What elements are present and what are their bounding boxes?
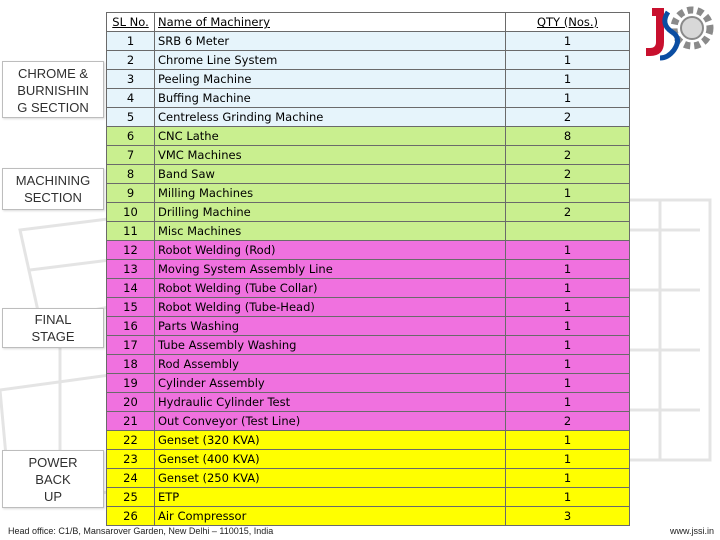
table-row [107,374,630,393]
table-row [107,279,630,298]
table-row [107,203,630,222]
machinery-table [106,12,630,526]
cell-qty: 1 [506,488,630,507]
footer-address: Head office: C1/B, Mansarover Garden, New Delhi – 110015, India [8,526,274,536]
cell-machinery-name: Rod Assembly [155,355,506,374]
cell-qty: 1 [506,184,630,203]
cell-qty: 1 [506,32,630,51]
section-label-chrome-burnishing [2,61,104,118]
section-label-line: STAGE [31,329,75,344]
cell-sl-no: 7 [107,146,155,165]
cell-machinery-name: SRB 6 Meter [155,32,506,51]
cell-sl-no: 23 [107,450,155,469]
cell-sl-no: 1 [107,32,155,51]
cell-machinery-name: Hydraulic Cylinder Test [155,393,506,412]
cell-qty: 1 [506,431,630,450]
cell-sl-no: 18 [107,355,155,374]
cell-machinery-name: Drilling Machine [155,203,506,222]
cell-sl-no: 15 [107,298,155,317]
cell-qty: 2 [506,203,630,222]
cell-qty: 1 [506,469,630,488]
table-row [107,89,630,108]
table-row [107,336,630,355]
table-row [107,317,630,336]
cell-qty: 1 [506,336,630,355]
table-row [107,70,630,89]
cell-sl-no: 8 [107,165,155,184]
cell-qty: 1 [506,241,630,260]
cell-qty: 1 [506,450,630,469]
cell-qty: 2 [506,412,630,431]
cell-machinery-name: Chrome Line System [155,51,506,70]
table-row [107,184,630,203]
table-row [107,450,630,469]
section-label-line: BURNISHIN [17,83,89,98]
cell-machinery-name: CNC Lathe [155,127,506,146]
section-label-line: UP [43,489,63,504]
footer-website: www.jssi.in [669,526,714,536]
cell-qty: 1 [506,393,630,412]
cell-sl-no: 11 [107,222,155,241]
table-row [107,431,630,450]
cell-qty: 1 [506,260,630,279]
cell-qty: 1 [506,279,630,298]
section-label-line: MACHINING [15,173,91,188]
section-label-line: BACK [35,472,71,487]
cell-machinery-name: Band Saw [155,165,506,184]
table-row [107,412,630,431]
cell-machinery-name: VMC Machines [155,146,506,165]
cell-sl-no: 13 [107,260,155,279]
cell-machinery-name: Moving System Assembly Line [155,260,506,279]
table-row [107,298,630,317]
table-row [107,146,630,165]
header-qty: QTY (Nos.) [506,13,630,32]
cell-qty: 2 [506,146,630,165]
cell-machinery-name: Misc Machines [155,222,506,241]
cell-machinery-name: Milling Machines [155,184,506,203]
cell-qty: 1 [506,89,630,108]
cell-sl-no: 3 [107,70,155,89]
table-row [107,260,630,279]
section-label-line: G SECTION [17,100,89,115]
table-row [107,507,630,526]
cell-machinery-name: Robot Welding (Tube Collar) [155,279,506,298]
table-row [107,127,630,146]
cell-qty: 1 [506,51,630,70]
cell-machinery-name: Robot Welding (Tube-Head) [155,298,506,317]
table-row [107,222,630,241]
cell-sl-no: 10 [107,203,155,222]
cell-sl-no: 24 [107,469,155,488]
cell-machinery-name: Centreless Grinding Machine [155,108,506,127]
table-row [107,241,630,260]
cell-qty: 1 [506,298,630,317]
section-label-line: POWER [28,455,78,470]
table-row [107,32,630,51]
table-body [107,32,630,526]
table-row [107,393,630,412]
header-machinery-name: Name of Machinery [155,13,506,32]
cell-sl-no: 20 [107,393,155,412]
cell-qty [506,222,630,241]
cell-sl-no: 22 [107,431,155,450]
cell-machinery-name: Genset (320 KVA) [155,431,506,450]
cell-sl-no: 25 [107,488,155,507]
cell-sl-no: 12 [107,241,155,260]
cell-machinery-name: Genset (250 KVA) [155,469,506,488]
cell-sl-no: 17 [107,336,155,355]
cell-qty: 1 [506,355,630,374]
cell-machinery-name: Air Compressor [155,507,506,526]
table-row [107,469,630,488]
cell-sl-no: 21 [107,412,155,431]
cell-machinery-name: Robot Welding (Rod) [155,241,506,260]
table-row [107,165,630,184]
cell-machinery-name: Genset (400 KVA) [155,450,506,469]
table-row [107,51,630,70]
cell-qty: 1 [506,317,630,336]
cell-sl-no: 2 [107,51,155,70]
cell-sl-no: 26 [107,507,155,526]
header-sl-no: SL No. [107,13,155,32]
cell-sl-no: 5 [107,108,155,127]
cell-qty: 8 [506,127,630,146]
cell-qty: 1 [506,70,630,89]
cell-sl-no: 4 [107,89,155,108]
section-label-machining [2,168,104,210]
table-row [107,108,630,127]
cell-machinery-name: Buffing Machine [155,89,506,108]
cell-sl-no: 16 [107,317,155,336]
table-row [107,355,630,374]
cell-machinery-name: Out Conveyor (Test Line) [155,412,506,431]
cell-sl-no: 14 [107,279,155,298]
section-label-power-backup [2,450,104,508]
cell-machinery-name: Tube Assembly Washing [155,336,506,355]
cell-machinery-name: Cylinder Assembly [155,374,506,393]
cell-machinery-name: Parts Washing [155,317,506,336]
cell-sl-no: 6 [107,127,155,146]
table-row [107,488,630,507]
section-label-final-stage [2,308,104,348]
cell-machinery-name: ETP [155,488,506,507]
cell-sl-no: 19 [107,374,155,393]
section-label-line: CHROME & [17,66,89,81]
section-label-line: SECTION [24,190,82,205]
cell-sl-no: 9 [107,184,155,203]
table-header-row [107,13,630,32]
cell-machinery-name: Peeling Machine [155,70,506,89]
section-label-line: FINAL [34,312,72,327]
cell-qty: 1 [506,374,630,393]
cell-qty: 2 [506,165,630,184]
gear-logo-icon [638,2,718,70]
cell-qty: 3 [506,507,630,526]
cell-qty: 2 [506,108,630,127]
